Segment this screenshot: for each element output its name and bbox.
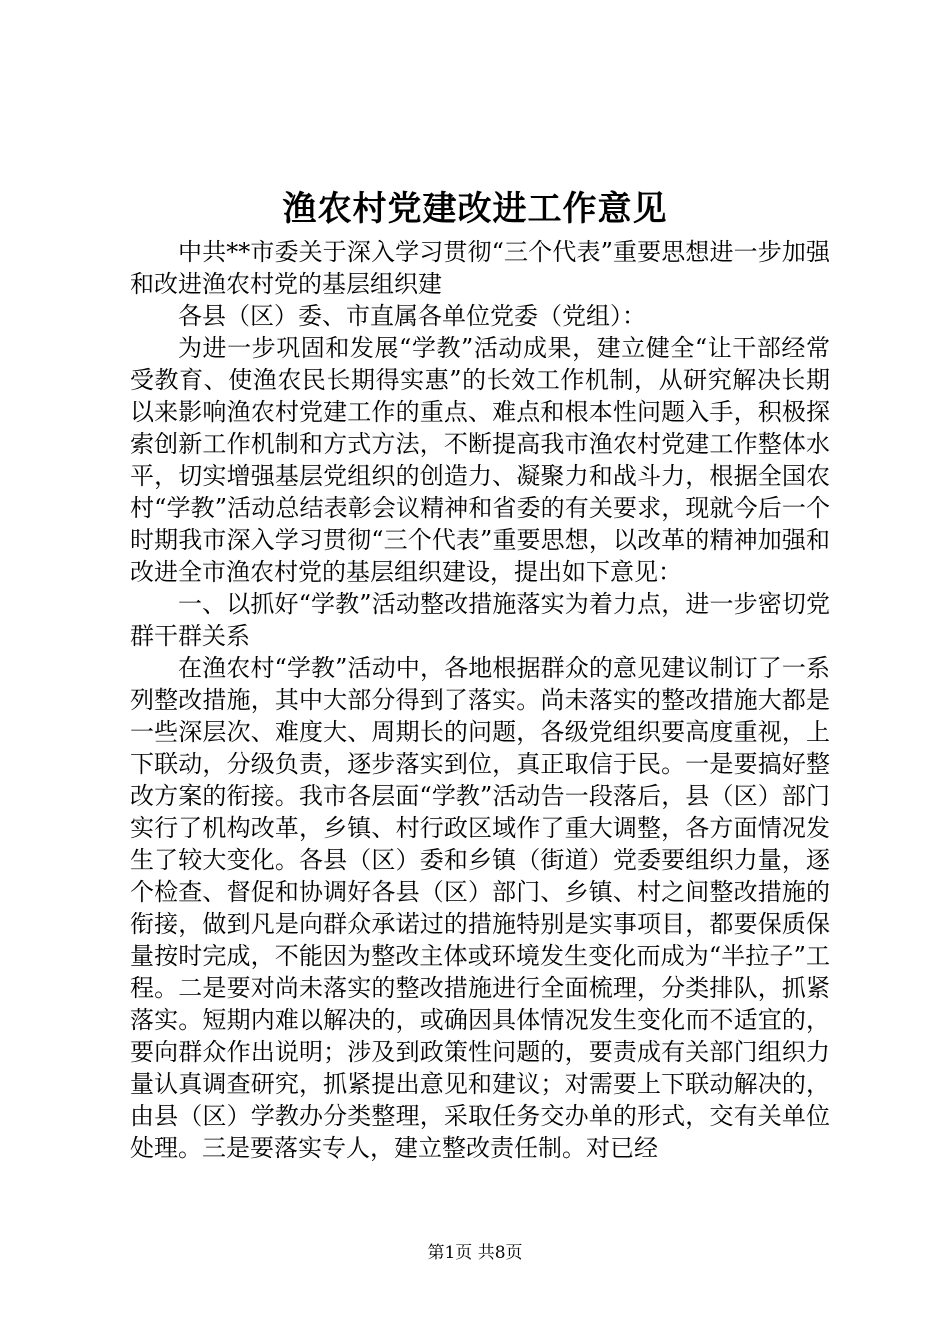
section-heading: 一、以抓好“学教”活动整改措施落实为着力点，进一步密切党群干群关系 (130, 590, 830, 650)
page-footer: 第1页 共8页 (427, 1243, 523, 1263)
body-paragraph: 在渔农村“学教”活动中，各地根据群众的意见建议制订了一系列整改措施，其中大部分得到了落实。尚未落实的整改措施大都是一些深层次、难度大、周期长的问题，各级党组织要高度重视，上下联动，分级负责，逐步落实到位，真正取信于民。一是要搞好整改方案的衔接。我市各层面“学教”活动告一段落后，县（区）部门实行了机构改革，乡镇、村行政区域作了重大调整，各方面情况发生了较大变化。各县（区）委和乡镇（街道）党委要组织力量，逐个检查、督促和协调好各县（区）部门、乡镇、村之间整改措施的衔接，做到凡是向群众承诺过的措施特别是实事项目，都要保质保量按时完成，不能因为整改主体或环境发生变化而成为“半拉子”工程。二是要对尚未落实的整改措施进行全面梳理，分类排队，抓紧落实。短期内难以解决的，或确因具体情况发生变化而不适宜的，要向群众作出说明；涉及到政策性问题的，要责成有关部门组织力量认真调查研究，抓紧提出意见和建议；对需要上下联动解决的，由县（区）学教办分类整理，采取任务交办单的形式，交有关单位处理。三是要落实专人，建立整改责任制。对已经 (130, 654, 830, 1162)
heading-paragraph: 中共**市委关于深入学习贯彻“三个代表”重要思想进一步加强和改进渔农村党的基层组织建 (130, 238, 830, 298)
document-body (130, 236, 830, 1164)
document-title: 渔农村党建改进工作意见 (282, 189, 668, 229)
intro-paragraph: 为进一步巩固和发展“学教”活动成果，建立健全“让干部经常受教育、使渔农民长期得实惠”的长效工作机制，从研究解决长期以来影响渔农村党建工作的重点、难点和根本性问题入手，积极探索创新工作机制和方式方法，不断提高我市渔农村党建工作整体水平，切实增强基层党组织的创造力、凝聚力和战斗力，根据全国农村“学教”活动总结表彰会议精神和省委的有关要求，现就今后一个时期我市深入学习贯彻“三个代表”重要思想，以改革的精神加强和改进全市渔农村党的基层组织建设，提出如下意见： (130, 334, 830, 586)
salutation-paragraph: 各县（区）委、市直属各单位党委（党组）： (178, 302, 646, 330)
